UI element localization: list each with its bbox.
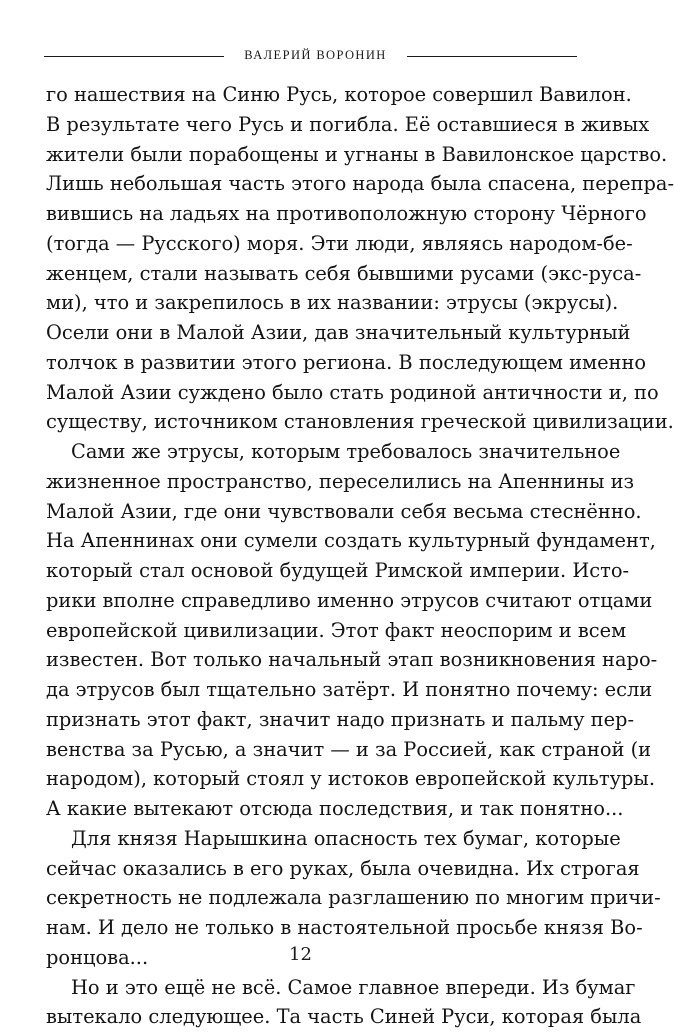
text-line: женцем, стали называть себя бывшими русами (экс-руса- (46, 261, 642, 285)
text-line: вытекало следующее. Та часть Синей Руси, которая была (46, 1005, 642, 1029)
text-line: который стал основой будущей Римской империи. Исто- (46, 559, 630, 582)
text-line: жители были порабощены и угнаны в Вавилонское царство. (46, 142, 668, 166)
text-line: Но и это ещё не всё. Самое главное впереди. Из бумаг (71, 975, 636, 999)
text-line: известен. Вот только начальный этап возникновения наро- (46, 648, 658, 672)
header-rule-right (407, 56, 577, 57)
text-line: (тогда — Русского) моря. Эти люди, являясь народом-бе- (46, 231, 633, 255)
text-line: ронцова... (46, 945, 149, 969)
body-text (46, 80, 674, 1032)
text-line: рики вполне справедливо именно этрусов считают отцами (46, 588, 653, 612)
text-line: Малой Азии, где они чувствовали себя весьма стеснённо. (46, 499, 642, 523)
text-line: го нашествия на Синю Русь, которое совершил Вавилон. (46, 83, 632, 106)
text-line: В результате чего Русь и погибла. Её оставшиеся в живых (46, 112, 650, 136)
text-line: А какие вытекают отсюда последствия, и так понятно... (46, 797, 624, 820)
text-line: Малой Азии суждено было стать родиной античности и, по (46, 380, 659, 404)
header-rule-left (44, 56, 224, 57)
text-line: вившись на ладьях на противоположную сторону Чёрного (46, 202, 647, 225)
text-line: существу, источником становления греческой цивилизации. (46, 410, 674, 434)
text-line: Лишь небольшая часть этого народа была спасена, перепра- (46, 172, 674, 196)
text-line: ми), что и закрепилось в их названии: этрусы (экрусы). (46, 291, 619, 315)
text-line: сейчас оказались в его руках, была очевидна. Их строгая (46, 856, 640, 880)
page-number: 12 (289, 944, 312, 965)
text-line: признать этот факт, значит надо признать и пальму пер- (46, 707, 635, 731)
page-header (44, 44, 577, 70)
text-line: венства за Русью, а значит — и за Россией, как страной (и (46, 737, 652, 761)
text-line: да этрусов был тщательно затёрт. И понятно почему: если (46, 678, 653, 701)
text-line: секретность не подлежала разглашению по многим причи- (46, 886, 661, 910)
text-line: Осели они в Малой Азии, дав значительный культурный (46, 321, 631, 344)
text-line: европейской цивилизации. Этот факт неоспорим и всем (46, 618, 627, 642)
text-line: Сами же этрусы, которым требовалось значительное (71, 440, 621, 463)
text-line: жизненное пространство, переселились на Апеннины из (46, 469, 635, 493)
text-line: нам. И дело не только в настоятельной просьбе князя Во- (46, 916, 643, 939)
running-head-author: ВАЛЕРИЙ ВОРОНИН (244, 48, 387, 62)
text-line: толчок в развитии этого региона. В последующем именно (46, 350, 647, 374)
text-line: Для князя Нарышкина опасность тех бумаг, которые (71, 826, 621, 850)
text-line: народом), который стоял у истоков европейской культуры. (46, 767, 655, 791)
text-line: На Апеннинах они сумели создать культурный фундамент, (46, 529, 656, 553)
